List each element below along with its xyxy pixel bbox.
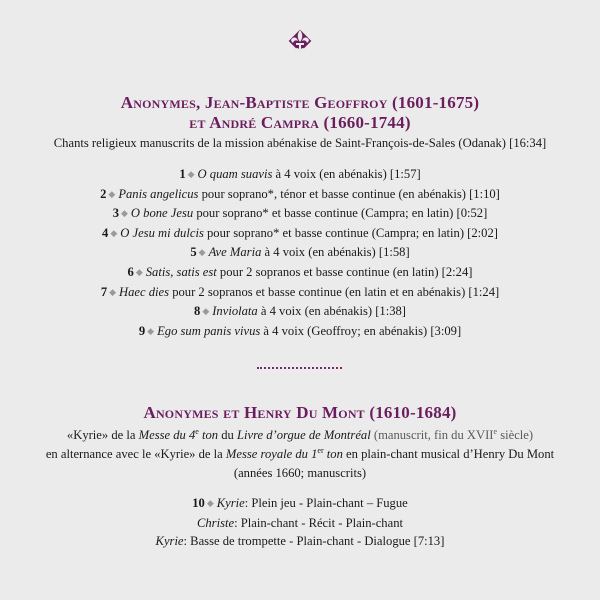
- track-details: : Plein jeu - Plain-chant – Fugue: [244, 496, 408, 510]
- desc-sup: er: [317, 445, 324, 455]
- diamond-icon: ◆: [147, 325, 155, 336]
- track-title: Kyrie: [216, 496, 245, 510]
- heading-line-2: et André Campra (1660-1744): [189, 113, 411, 132]
- desc-text: «Kyrie» de la: [66, 428, 139, 442]
- fleur-de-lis-icon: [277, 18, 323, 64]
- section-description: [0, 426, 600, 483]
- desc-italic: Messe royale du 1: [225, 447, 318, 461]
- desc-sup: e: [493, 426, 498, 436]
- track-number: 7: [100, 284, 108, 299]
- track-subitem: [0, 532, 600, 551]
- track-title: Ave Maria: [208, 245, 262, 260]
- track-details: pour soprano*, ténor et basse continue (en abénakis) [1:10]: [198, 186, 500, 201]
- heading-line-1: Anonymes, Jean-Baptiste Geoffroy (1601-1675): [120, 93, 480, 112]
- dotted-divider: [257, 367, 342, 369]
- track-details: à 4 voix (en abénakis) [1:38]: [257, 304, 406, 319]
- diamond-icon: ◆: [108, 188, 116, 199]
- track-item: [0, 302, 600, 322]
- diamond-icon: ◆: [202, 306, 210, 317]
- track-title: O Jesu mi dulcis: [120, 225, 204, 240]
- track-number: 2: [100, 186, 107, 201]
- track-item: [0, 204, 600, 224]
- diamond-icon: ◆: [198, 247, 206, 258]
- track-title: O quam suavis: [197, 167, 273, 181]
- track-details: : Plain-chant - Récit - Plain-chant: [234, 515, 403, 530]
- track-list: [0, 165, 600, 341]
- track-number: 9: [138, 323, 146, 338]
- track-number: 5: [190, 245, 197, 260]
- desc-note: [371, 428, 533, 442]
- desc-text: en alternance avec le «Kyrie» de la: [45, 447, 226, 461]
- desc-italic: ton: [198, 428, 219, 442]
- description-line-2: [0, 445, 600, 464]
- track-number: 4: [102, 225, 109, 240]
- description-line-1: [0, 426, 600, 445]
- diamond-icon: ◆: [135, 266, 143, 277]
- track-details: à 4 voix (en abénakis) [1:58]: [261, 245, 410, 260]
- track-item: [0, 224, 600, 244]
- track-item: [0, 494, 600, 514]
- track-details: à 4 voix (Geoffroy; en abénakis) [3:09]: [260, 323, 462, 338]
- diamond-icon: ◆: [121, 208, 128, 219]
- track-title: Panis angelicus: [118, 186, 199, 201]
- section-heading: [0, 93, 600, 133]
- track-details: pour soprano* et basse continue (Campra; en latin) [2:02]: [203, 225, 498, 240]
- track-title: Satis, satis est: [145, 264, 217, 279]
- track-item: [0, 263, 600, 283]
- section-du-mont: [0, 403, 600, 551]
- track-details: à 4 voix (en abénakis) [1:57]: [272, 167, 421, 181]
- track-details: : Basse de trompette - Plain-chant - Dialogue [7:13]: [183, 534, 445, 549]
- desc-italic: ton: [323, 447, 343, 461]
- track-title: Ego sum panis vivus: [157, 323, 261, 338]
- track-item: [0, 283, 600, 303]
- desc-text: (manuscrit, fin du XVII: [370, 428, 494, 442]
- track-subitem: [0, 514, 600, 533]
- track-item: [0, 243, 600, 263]
- description-line-3: (années 1660; manuscrits): [233, 466, 367, 480]
- track-number: 10: [192, 496, 205, 510]
- desc-text: en plain-chant musical d’Henry Du Mont: [342, 447, 555, 461]
- diamond-icon: ◆: [187, 169, 195, 179]
- track-number: 1: [179, 167, 186, 181]
- track-list: [0, 494, 600, 551]
- desc-text: siècle): [497, 428, 534, 442]
- diamond-icon: ◆: [110, 227, 118, 238]
- track-title: Kyrie: [155, 534, 184, 549]
- track-item: [0, 165, 600, 185]
- track-number: 8: [194, 304, 201, 319]
- section-campra: [0, 93, 600, 341]
- track-title: Inviolata: [212, 304, 258, 319]
- track-details: pour soprano* et basse continue (Campra; en latin) [0:52]: [193, 206, 488, 221]
- track-number: 3: [112, 206, 119, 221]
- track-number: 6: [127, 264, 134, 279]
- track-details: pour 2 sopranos et basse continue (en latin) [2:24]: [216, 264, 473, 279]
- desc-italic: Messe du 4: [138, 428, 196, 442]
- section-heading: Anonymes et Henry Du Mont (1610-1684): [143, 403, 457, 422]
- desc-text: du: [218, 428, 237, 442]
- track-title: O bone Jesu: [130, 206, 194, 221]
- track-title: Haec dies: [119, 284, 170, 299]
- diamond-icon: ◆: [109, 286, 117, 297]
- track-item: [0, 185, 600, 205]
- track-details: pour 2 sopranos et basse continue (en latin et en abénakis) [1:24]: [169, 284, 500, 299]
- diamond-icon: ◆: [206, 498, 214, 508]
- track-title: Christe: [196, 515, 235, 530]
- track-item: [0, 322, 600, 342]
- section-subtitle: Chants religieux manuscrits de la mission abénakise de Saint-François-de-Sales (Odanak) [16:34]: [53, 136, 547, 150]
- desc-sup: e: [195, 426, 199, 436]
- desc-italic: Livre d’orgue de Montréal: [237, 428, 371, 442]
